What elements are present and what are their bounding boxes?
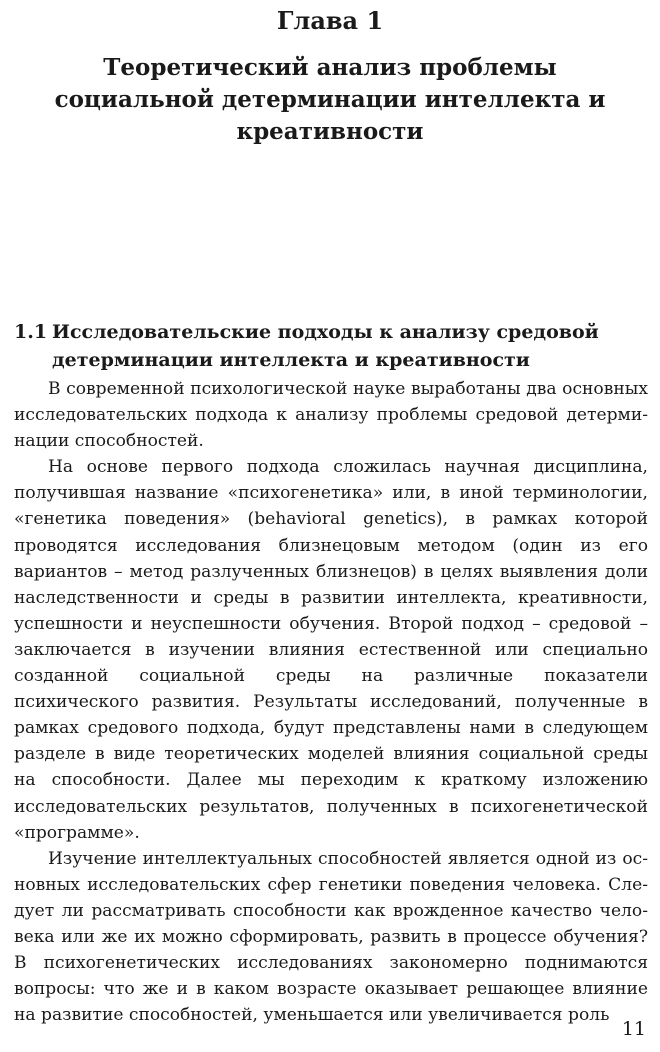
body-text — [14, 376, 648, 1028]
section-number: 1.1 — [14, 321, 48, 343]
section-heading — [14, 318, 650, 374]
paragraph: Изучение интеллектуальных способностей является одной из основных исследовательских сфер генетики поведения человека. Следует ли рассматривать способности как врожденное качество человека или же их можно сформировать, развить в процессе обучения? В психогенетических исследованиях закономерно поднимаются вопросы: что же и в каком возрасте оказывает решающее влияние на развитие способностей, уменьшается или увеличивается роль — [14, 848, 648, 1026]
chapter-title: Теоретический анализ проблемы социальной детерминации интеллекта и креативности — [54, 54, 606, 145]
paragraph: На основе первого подхода сложилась научная дисциплина, получившая название «психогенетика» или, в иной терминологии, «генетика поведения» (behavioral genetics), в рамках которой проводятся исследования близнецовым методом (один из его вариантов – метод разлученных близнецов) в целях выявления доли наследственности и среды в развитии интеллекта, креативности, успешности и неуспешности обучения. Второй подход – средовой – заключается в изучении влияния естественной или специально созданной социальной среды на различные показатели психического развития. Результаты исследований, полученные в рамках средового подхода, будут представлены нами в следующем разделе в виде теоретических моделей влияния социальной среды на способности. Далее мы переходим к краткому изложению исследовательских результатов, полученных в психогенетической «программе». — [14, 457, 648, 843]
chapter-label: Глава 1 — [276, 6, 384, 35]
paragraph: В современной психологической науке выработаны два основных исследовательских подхода к анализу проблемы средовой детерминации способностей. — [14, 379, 648, 452]
page-number: 11 — [621, 1018, 646, 1040]
section-title: Исследовательские подходы к анализу средовой детерминации интеллекта и креативности — [52, 321, 599, 371]
